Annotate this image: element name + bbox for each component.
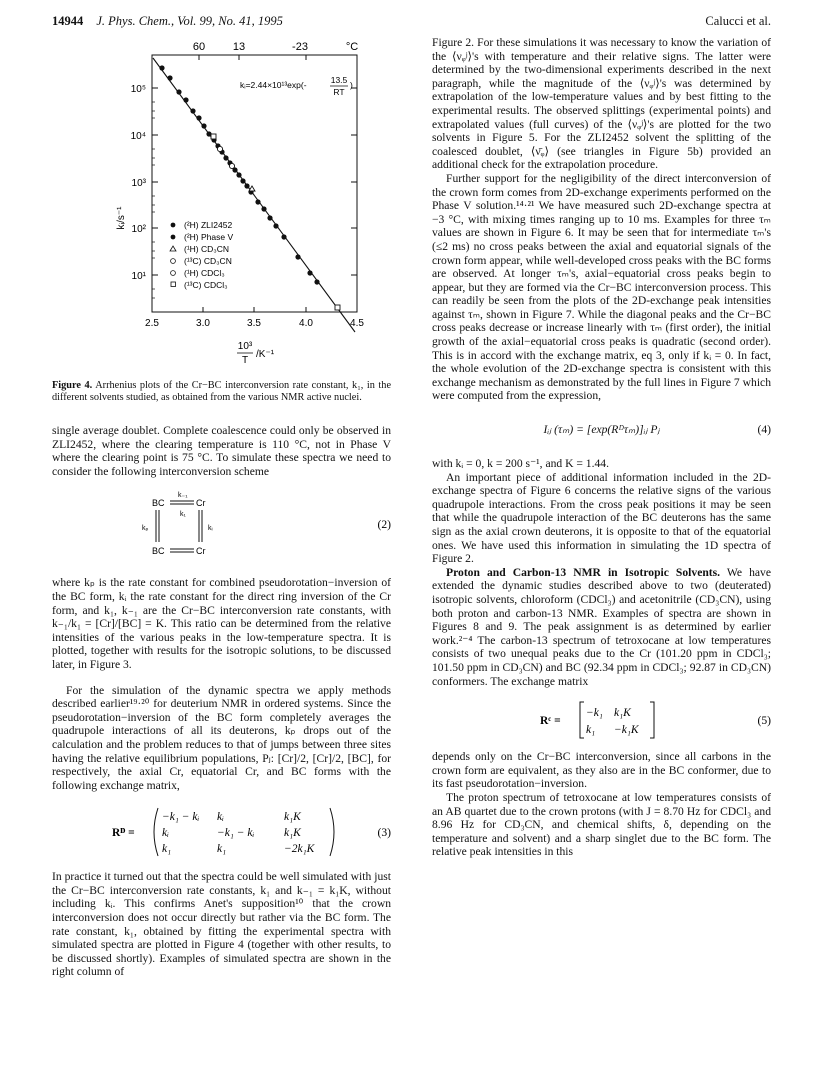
legend-entry: (²H) Phase V — [184, 232, 234, 242]
y-tick-label: 10⁴ — [130, 131, 146, 142]
matrix-cell: k₁K — [284, 827, 301, 840]
equation-text: Iᵢⱼ (τₘ) = [exp(Rᴰτₘ)]ᵢⱼ Pⱼ — [543, 423, 660, 437]
scheme-bc-bottom: BC — [152, 546, 165, 557]
legend-entry: (¹³C) CD₃CN — [184, 256, 232, 266]
matrix-cell: k₁ — [217, 843, 227, 856]
equation-number: (4) — [757, 423, 771, 437]
x-tick-label: 3.5 — [247, 318, 261, 329]
legend-entry: (¹H) CDCl₃ — [184, 268, 225, 278]
scheme-kp: kₚ — [142, 525, 149, 533]
matrix-label: Rᶜ = — [540, 715, 561, 728]
x-axis-label-denominator: T — [241, 355, 249, 366]
x-tick-label: 4.5 — [350, 318, 364, 329]
equation-number: (2) — [377, 518, 391, 532]
matrix-cell: −k₁ − kᵢ — [217, 827, 255, 840]
equation-denominator: RT — [333, 87, 345, 97]
running-header — [52, 14, 283, 29]
paragraph: Figure 2. For these simulations it was necessary to know the variation of the ⟨νᵩʲ⟩'s with temperature and their relative signs. The latter were determined by the two-dimensional experiments described in the next paragraph, while the magnitude of the ⟨νᵩʲ⟩'s was determined by extrapolation of the low-temperature values and by best fitting to the experimental results. The observed splittings (experimental points) and extrapolated values (full curves) of the ⟨νᵩʲ⟩'s are plotted for the two solvents in Figure 5. For the ZLI2452 solvent the splitting of the coalesced doublet, ⟨ν̄ᵩ⟩ (see triangles in Figure 5b) provided an additional check for the extrapolation procedure. — [432, 36, 771, 172]
matrix-cell: k₁K — [284, 811, 301, 824]
exchange-matrix-d — [52, 802, 391, 862]
arrhenius-plot — [52, 36, 391, 376]
page-number: 14944 — [52, 14, 84, 28]
equation-4 — [432, 409, 771, 451]
scheme-cr-top: Cr — [196, 498, 206, 509]
equation-numerator: 13.5 — [330, 75, 348, 85]
paragraph: single average doublet. Complete coalescence could only be observed in ZLI2452, where the clearing temperature is 110 °C, not in Phase V where the clearing point is 75 °C. To simulate these spectra we need to consider the following interconversion scheme — [52, 424, 391, 478]
scheme-cr-bottom: Cr — [196, 546, 206, 557]
top-tick-unit: °C — [345, 41, 359, 53]
interconversion-scheme — [52, 490, 391, 560]
legend-entry: (¹H) CD₃CN — [184, 244, 230, 254]
y-tick-label: 10¹ — [131, 271, 146, 282]
paragraph: with kᵢ = 0, k = 200 s⁻¹, and K = 1.44. — [432, 457, 609, 471]
paragraph: depends only on the Cr−BC interconversion, since all carbons in the crown form are equivalent, as they also are in the BC conformer, due to its fast pseudorotation−inversion. — [432, 750, 771, 791]
x-tick-label: 3.0 — [196, 318, 210, 329]
matrix-cell: −k₁ — [586, 707, 603, 720]
x-tick-label: 4.0 — [299, 318, 313, 329]
legend — [170, 220, 233, 290]
matrix-label: Rᴰ = — [112, 827, 135, 840]
top-tick-label: 60 — [192, 41, 206, 53]
y-tick-label: 10³ — [131, 178, 146, 189]
x-axis-label-unit: /K⁻¹ — [256, 349, 275, 360]
legend-entry: (²H) ZLI2452 — [184, 220, 233, 230]
y-axis-label: kᵢ/s⁻¹ — [116, 206, 127, 230]
matrix-cell: k₁K — [614, 707, 631, 720]
caption-text: Arrhenius plots of the Cr−BC interconversion rate constant, k₁, in the different solvents studied, as obtained from the various NMR active nuclei. — [52, 380, 392, 403]
scheme-ki: kᵢ — [208, 525, 213, 533]
y-tick-label: 10⁵ — [130, 84, 146, 95]
scheme-bc-top: BC — [152, 498, 165, 509]
legend-entry: (¹³C) CDCl₃ — [184, 280, 228, 290]
right-column — [432, 36, 771, 859]
matrix-cell: −k₁ − kᵢ — [162, 811, 200, 824]
paragraph-text: We have extended the dynamic studies described above to two (deuterated) isotropic solvents, chloroform (CDCl₃) and acetonitrile (CD₃CN), using both proton and carbon-13 NMR. Examples of spectra are shown in Figures 8 and 9. The peak assignment is as determined by earlier work.²⁻⁴ The carbon-13 spectrum of tetroxocane at low temperatures consists of two unequal peaks due to the Cr (101.20 ppm in CDCl₃; 101.50 ppm in CD₃CN) and BC (92.34 ppm in CDCl₃; 92.87 in CD₃CN) conformers. The exchange matrix — [432, 565, 771, 688]
plot-frame — [152, 55, 357, 312]
scheme-k-minus1: k₋₁ — [178, 492, 188, 500]
matrix-cell: −2k₁K — [284, 843, 315, 856]
left-column — [52, 36, 391, 979]
equation-number: (3) — [377, 826, 391, 840]
top-tick-label: 13 — [232, 41, 246, 53]
figure-caption — [52, 380, 391, 404]
equation-number: (5) — [757, 714, 771, 728]
journal-citation: J. Phys. Chem., Vol. 99, No. 41, 1995 — [96, 14, 283, 28]
paragraph: Further support for the negligibility of the direct interconversion of the crown form comes from 2D-exchange experiments performed on the Phase V solution.¹⁴·²¹ We have measured such 2D-exchange spectra at −3 °C, with mixing times ranging up to 10 ms. Examples for three τₘ values are shown in Figure 6. It may be seen that for intermediate τₘ's (≤2 ms) no cross peaks between the axial and equatorial signals of the crown form appear, while well-developed cross peaks with the BC forms are observed. At longer τₘ's, axial−equatorial cross peaks begin to appear, but they are formed via the Cr−BC interconversion process. This can readily be seen from the plots of the 2D-exchange peak intensities against τₘ, shown in Figure 7. While the diagonal peaks and the Cr−BC cross peaks decrease or increase linearly with τₘ (first order), the initial growth of the axial−equatorial cross peaks is quadratic (second order). This is in accord with the exchange matrix, eq 3, only if kᵢ = 0. In fact, the whole evolution of the 2D-exchange spectra is consistent with this exchange mechanism as demonstrated by the full lines in Figure 7 which were computed from the expression, — [432, 171, 771, 403]
paragraph: where kₚ is the rate constant for combined pseudorotation−inversion of the BC form, kᵢ the rate constant for the direct ring inversion of the Cr form, and k₁, k₋₁ are the Cr−BC interconversion rate constants, with k₋₁/k₁ = [Cr]/[BC] = K. This ratio can be determined from the relative intensities of the various peaks in the low-temperature spectra. It is plotted, together with results for the isotropic solutions, to be discussed later, in Figure 3. — [52, 576, 391, 671]
author-header: Calucci et al. — [705, 14, 771, 28]
exchange-matrix-c — [432, 698, 771, 742]
top-tick-label: -23 — [292, 41, 308, 53]
caption-label: Figure 4. — [52, 380, 93, 391]
matrix-cell: kᵢ — [217, 811, 224, 824]
paragraph: In practice it turned out that the spectra could be well simulated with just the Cr−BC interconversion rate constants, k₁ and k₋₁ = k₁K, without including kᵢ. This confirms Anet's supposition¹⁰ that the crown interconversion does not occur directly but rather via the BC form. The rate constant, k₁, obtained by fitting the experimental spectra with simulated spectra are plotted in Figure 4 (together with other results, to be discussed shortly). Examples of simulated spectra are shown in the right column of — [52, 870, 391, 979]
equation-suffix: ) — [350, 80, 353, 90]
section-heading: Proton and Carbon-13 NMR in Isotropic Solvents. — [446, 565, 721, 579]
paragraph: An important piece of additional information included in the 2D-exchange spectra of Figure 6 concerns the relative signs of the various quadrupole interactions. From the cross peak positions it may be seen that while the quadrupole interaction of the BC deuterons has the same sign as the axial crown deuterons, it is opposite to that of the equatorial ones. We have used this information in simulating the 1D spectra of Figure 2. — [432, 470, 771, 566]
x-axis-label-numerator: 10³ — [237, 341, 253, 352]
paragraph: The proton spectrum of tetroxocane at low temperatures consists of an AB quartet due to the crown protons (with J = 8.70 Hz for CDCl₃ and 8.96 Hz for CD₃CN, and chemical shifts, δ, depending on the temperature and solvent) and a sharp singlet due to the BC form. The relative peak intensities in this — [432, 790, 771, 859]
fit-line — [153, 58, 355, 332]
figure-4 — [52, 36, 391, 376]
matrix-cell: k₁ — [586, 724, 596, 737]
matrix-cell: kᵢ — [162, 827, 169, 840]
matrix-cell: k₁ — [162, 843, 172, 856]
y-tick-label: 10² — [131, 224, 146, 235]
equation-prefix: kᵢ=2.44×10¹³exp(- — [240, 80, 307, 90]
matrix-cell: −k₁K — [614, 724, 639, 737]
x-tick-label: 2.5 — [145, 318, 159, 329]
scheme-k1: k₁ — [180, 511, 186, 519]
paragraph: For the simulation of the dynamic spectra we apply methods described earlier¹⁹·²⁰ for deuterium NMR in ordered systems. Since the pseudorotation−inversion of the BC form completely averages the quadrupole interactions of all its deuterons, kₚ drops out of the calculation and the problem reduces to that of jumps between three sites having the relative equilibrium populations, Pⱼ: [Cr]/2, [Cr]/2, [BC], for respectively, the axial Cr, equatorial Cr, and BC forms with the following exchange matrix, — [52, 683, 391, 792]
paragraph — [432, 566, 771, 688]
